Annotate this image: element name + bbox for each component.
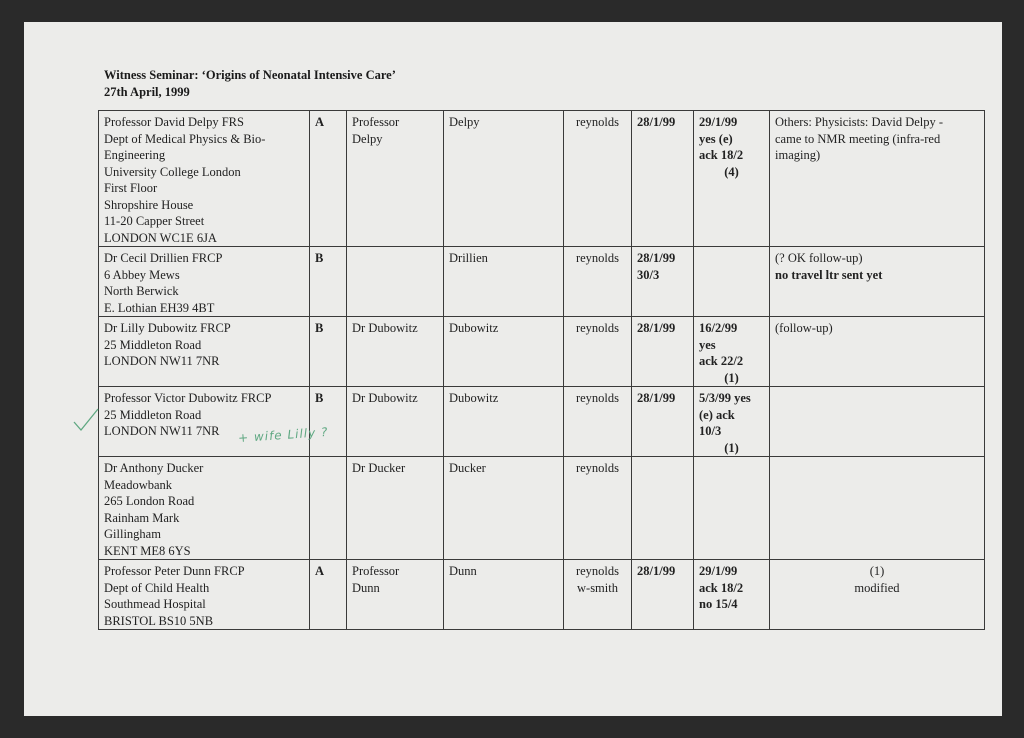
address-cell	[99, 111, 310, 247]
address-line: Professor Peter Dunn FRCP	[104, 564, 245, 578]
notes-cell	[770, 247, 985, 317]
address-line: Rainham Mark	[104, 510, 180, 525]
reply-line: (1)	[724, 370, 739, 385]
address-line: Meadowbank	[104, 477, 173, 492]
reply-cell	[694, 387, 770, 457]
address-line: Gillingham	[104, 527, 161, 541]
sent-date-line: 30/3	[637, 267, 660, 282]
sender-line: reynolds	[575, 321, 620, 335]
witness-table	[98, 110, 985, 630]
surname-cell: Ducker	[444, 457, 564, 560]
reply-line: (1)	[724, 440, 739, 455]
salutation-line: Professor	[352, 564, 400, 578]
address-line: LONDON NW11 7NR	[104, 424, 220, 438]
table-row	[99, 457, 985, 560]
address-line: LONDON WC1E 6JA	[104, 230, 217, 245]
reply-line: yes	[699, 337, 716, 352]
notes-line: (1)	[869, 564, 885, 578]
salutation-cell	[347, 317, 444, 387]
address-line: North Berwick	[104, 284, 179, 298]
notes-line: Others: Physicists: David Delpy -	[775, 115, 944, 129]
check-mark-icon	[72, 406, 100, 434]
address-line: Dr Cecil Drillien FRCP	[104, 251, 223, 265]
salutation-cell	[347, 247, 444, 317]
address-line: E. Lothian EH39 4BT	[104, 300, 215, 315]
sent-date-cell	[632, 457, 694, 560]
table-row	[99, 387, 985, 457]
salutation-line: Professor	[352, 115, 400, 129]
address-line: Engineering	[104, 148, 166, 162]
document-date: 27th April, 1999	[104, 85, 190, 99]
surname-cell: Dubowitz	[444, 387, 564, 457]
salutation-cell	[347, 111, 444, 247]
notes-cell	[770, 560, 985, 630]
address-line: Southmead Hospital	[104, 597, 206, 611]
notes-line: modified	[854, 580, 900, 595]
address-line: Dept of Medical Physics & Bio-	[104, 131, 266, 146]
sent-date-line: 28/1/99	[637, 251, 676, 265]
address-cell	[99, 387, 310, 457]
address-cell	[99, 317, 310, 387]
notes-cell	[770, 111, 985, 247]
sender-cell	[564, 387, 632, 457]
reply-line: 10/3	[699, 424, 722, 438]
notes-line: came to NMR meeting (infra-red	[775, 131, 941, 146]
reply-line: 29/1/99	[699, 115, 738, 129]
reply-line: (e) ack	[699, 407, 735, 422]
address-line: 11-20 Capper Street	[104, 214, 205, 228]
address-line: LONDON NW11 7NR	[104, 354, 220, 368]
address-line: Professor Victor Dubowitz FRCP	[104, 391, 272, 405]
table-body	[99, 111, 985, 630]
sent-date-cell	[632, 111, 694, 247]
sent-date-line: 28/1/99	[637, 321, 676, 335]
reply-cell	[694, 317, 770, 387]
address-cell	[99, 247, 310, 317]
sender-line: reynolds	[575, 564, 620, 578]
address-cell	[99, 457, 310, 560]
sent-date-line: 28/1/99	[637, 564, 676, 578]
paper-sheet	[24, 22, 1002, 716]
salutation-line: Dr Ducker	[352, 461, 406, 475]
reply-cell	[694, 457, 770, 560]
reply-line: no 15/4	[699, 597, 738, 611]
sender-cell	[564, 247, 632, 317]
table-row	[99, 560, 985, 630]
document-heading	[104, 67, 396, 101]
salutation-line: Delpy	[352, 131, 383, 146]
notes-line: (follow-up)	[775, 321, 833, 335]
address-line: Shropshire House	[104, 197, 194, 212]
sender-line: reynolds	[575, 251, 620, 265]
handwritten-note: + wife Lilly ?	[237, 424, 329, 446]
sender-cell	[564, 560, 632, 630]
sender-cell	[564, 457, 632, 560]
notes-cell	[770, 457, 985, 560]
address-line: KENT ME8 6YS	[104, 543, 191, 558]
salutation-cell	[347, 457, 444, 560]
category-cell: A	[310, 560, 347, 630]
category-cell: B	[310, 317, 347, 387]
salutation-line: Dr Dubowitz	[352, 321, 418, 335]
reply-line: 16/2/99	[699, 321, 738, 335]
address-line: First Floor	[104, 181, 158, 195]
reply-line: ack 18/2	[699, 148, 744, 162]
surname-cell: Drillien	[444, 247, 564, 317]
sender-cell	[564, 317, 632, 387]
notes-line: imaging)	[775, 148, 821, 162]
salutation-line: Dr Dubowitz	[352, 391, 418, 405]
category-cell	[310, 457, 347, 560]
table-row	[99, 111, 985, 247]
surname-cell: Delpy	[444, 111, 564, 247]
address-line: 265 London Road	[104, 494, 195, 508]
table-row	[99, 317, 985, 387]
salutation-line: Dunn	[352, 580, 380, 595]
reply-line: 29/1/99	[699, 564, 738, 578]
sent-date-cell	[632, 317, 694, 387]
surname-cell: Dubowitz	[444, 317, 564, 387]
address-line: Professor David Delpy FRS	[104, 115, 244, 129]
address-line: Dept of Child Health	[104, 580, 210, 595]
notes-cell	[770, 317, 985, 387]
table-row	[99, 247, 985, 317]
address-line: Dr Anthony Ducker	[104, 461, 204, 475]
sent-date-line: 28/1/99	[637, 391, 676, 405]
sent-date-cell	[632, 247, 694, 317]
sender-cell	[564, 111, 632, 247]
address-line: 6 Abbey Mews	[104, 267, 180, 282]
category-cell: B	[310, 387, 347, 457]
reply-cell	[694, 247, 770, 317]
surname-cell: Dunn	[444, 560, 564, 630]
category-cell: A	[310, 111, 347, 247]
notes-line: (? OK follow-up)	[775, 251, 863, 265]
address-line: 25 Middleton Road	[104, 407, 202, 422]
sender-line: w-smith	[577, 580, 618, 595]
notes-cell	[770, 387, 985, 457]
notes-line: no travel ltr sent yet	[775, 267, 883, 282]
document-title: Witness Seminar: ‘Origins of Neonatal Intensive Care’	[104, 68, 396, 82]
salutation-cell	[347, 387, 444, 457]
reply-line: 5/3/99 yes	[699, 391, 751, 405]
sent-date-cell	[632, 387, 694, 457]
category-cell: B	[310, 247, 347, 317]
reply-cell	[694, 560, 770, 630]
reply-line: ack 18/2	[699, 580, 744, 595]
sent-date-line: 28/1/99	[637, 115, 676, 129]
address-line: BRISTOL BS10 5NB	[104, 613, 214, 628]
address-cell	[99, 560, 310, 630]
sender-line: reynolds	[575, 391, 620, 405]
reply-cell	[694, 111, 770, 247]
reply-line: yes (e)	[699, 131, 733, 146]
reply-line: (4)	[724, 164, 739, 179]
address-line: Dr Lilly Dubowitz FRCP	[104, 321, 231, 335]
address-line: University College London	[104, 164, 241, 179]
sent-date-cell	[632, 560, 694, 630]
salutation-cell	[347, 560, 444, 630]
sender-line: reynolds	[575, 461, 620, 475]
reply-line: ack 22/2	[699, 354, 744, 368]
sender-line: reynolds	[575, 115, 620, 129]
address-line: 25 Middleton Road	[104, 337, 202, 352]
